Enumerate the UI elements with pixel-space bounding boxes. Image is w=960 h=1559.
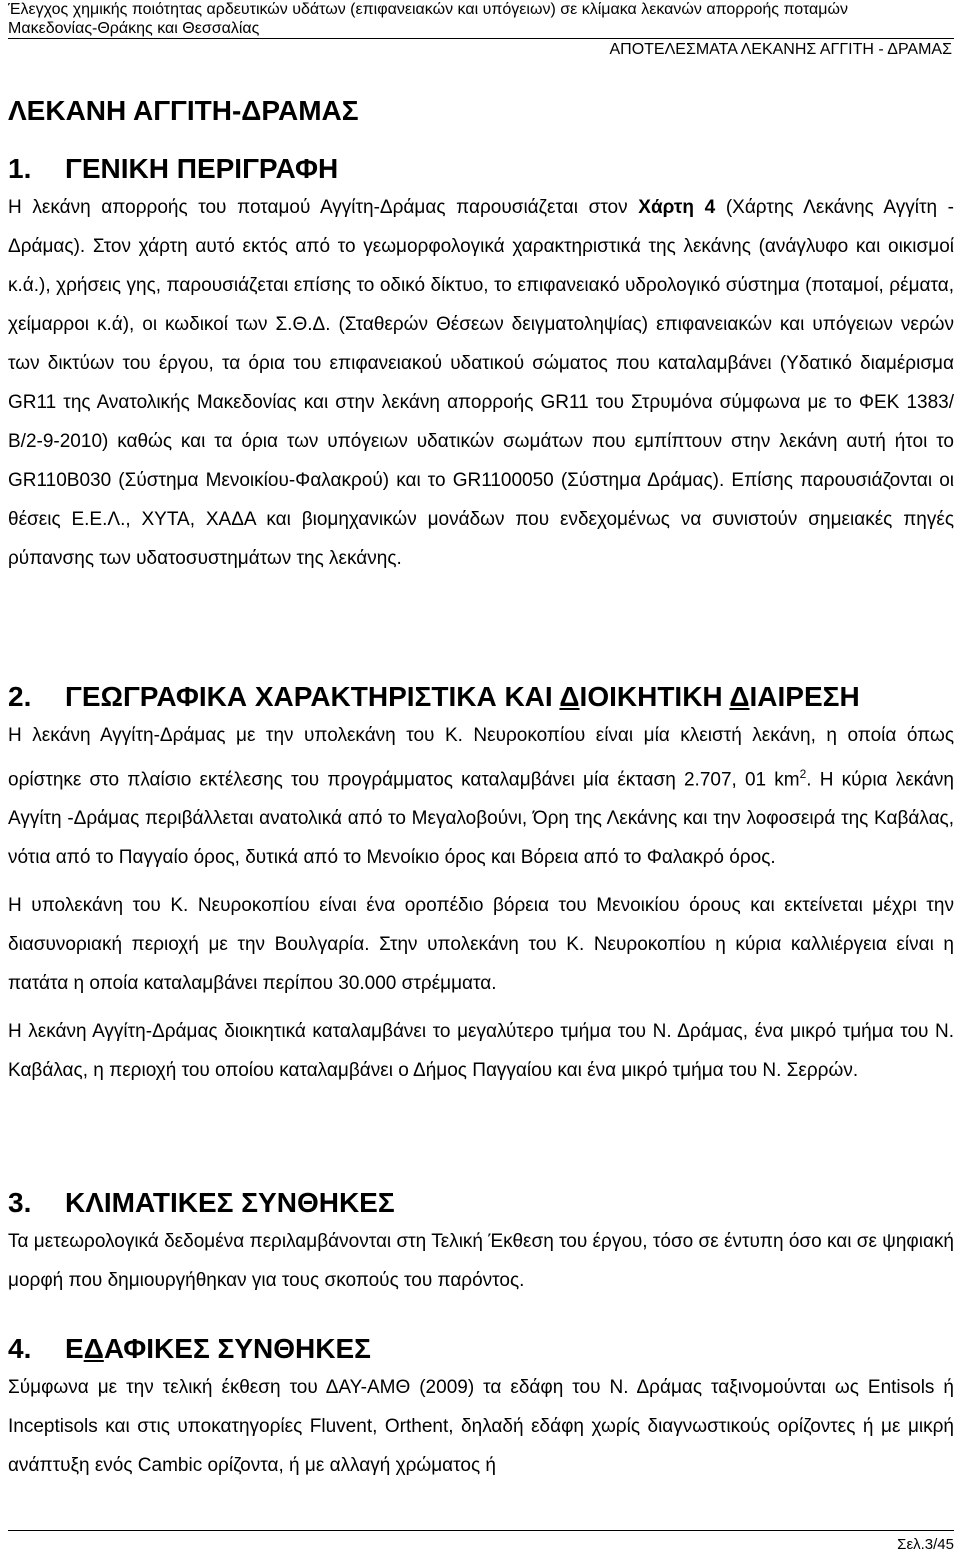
section-4-number: 4. [8, 1333, 32, 1364]
map-reference: Χάρτη 4 [638, 197, 716, 218]
section-2-title-part: ΓΕΩΓΡΑΦΙΚΑ ΧΑΡΑΚΤΗΡΙΣΤΙΚΑ ΚΑΙ [65, 681, 560, 712]
superscript: 2 [799, 767, 807, 781]
section-3-paragraph: Τα μετεωρολογικά δεδομένα περιλαμβάνονται στη Τελική Έκθεση του έργου, τόσο σε έντυπη όσο και σε ψηφιακή μορφή που δημιουργήθηκαν για τους σκοπούς του παρόντος. [8, 1231, 954, 1291]
running-header [8, 0, 954, 39]
header-line-2: Μακεδονίας-Θράκης και Θεσσαλίας [8, 19, 954, 39]
section-2-paragraph-1 [8, 716, 954, 877]
section-1 [8, 152, 954, 578]
page-number: Σελ.3/45 [897, 1536, 954, 1553]
section-header: ΑΠΟΤΕΛΕΣΜΑΤΑ ΛΕΚΑΝΗΣ ΑΓΓΙΤΗ - ΔΡΑΜΑΣ [609, 41, 952, 58]
section-2-title-part: ΙΟΙΚΗΤΙΚΗ [579, 681, 730, 712]
text-run: . Η κύρια λεκάνη Αγγίτη -Δράμας περιβάλλεται ανατολικά από το Μεγαλοβούνι, Όρη της Λεκάνης και την λοφοσειρά της Καβάλας, νότια από το Παγγαίο όρος, δυτικά από το Μενοίκιο όρος και Βόρεια από το Φαλακρό όρος. [8, 769, 954, 869]
section-4 [8, 1332, 954, 1485]
section-4-heading [8, 1332, 954, 1366]
section-2-title-part: Δ [729, 681, 750, 712]
section-3-heading [8, 1186, 954, 1220]
text-run: Η λεκάνη απορροής του ποταμού Αγγίτη-Δράμας παρουσιάζεται στον [8, 197, 639, 218]
section-4-title-part: Δ [83, 1333, 104, 1364]
section-3 [8, 1186, 954, 1300]
section-4-title-part: ΑΦΙΚΕΣ ΣΥΝΘΗΚΕΣ [103, 1333, 371, 1364]
section-2 [8, 680, 954, 1090]
section-2-paragraph-3: Η λεκάνη Αγγίτη-Δράμας διοικητικά καταλαμβάνει το μεγαλύτερο τμήμα του Ν. Δράμας, ένα μικρό τμήμα του Ν. Καβάλας, η περιοχή του οποίου καταλαμβάνει ο Δήμος Παγγαίου και ένα μικρό τμήμα του Ν. Σερρών. [8, 1021, 954, 1082]
section-2-title-part: Δ [559, 681, 580, 712]
section-3-title: ΚΛΙΜΑΤΙΚΕΣ ΣΥΝΘΗΚΕΣ [65, 1187, 395, 1218]
section-4-title-part: Ε [65, 1333, 84, 1364]
section-1-number: 1. [8, 153, 32, 184]
section-1-title: ΓΕΝΙΚΗ ΠΕΡΙΓΡΑΦΗ [65, 153, 339, 184]
text-run: Η λεκάνη Αγγίτη-Δράμας με την υπολεκάνη του Κ. Νευροκοπίου είναι μία κλειστή λεκάνη, η οποία όπως ορίστηκε στο πλαίσιο εκτέλεσης του προγράμματος καταλαμβάνει μία έκταση 2.707, 01 km [8, 725, 954, 791]
text-run: (Χάρτης Λεκάνης Αγγίτη - Δράμας). Στον χάρτη αυτό εκτός από το γεωμορφολογικά χαρακτηριστικά της λεκάνης (ανάγλυφο και οικισμοί κ.ά.), χρήσεις γης, παρουσιάζεται επίσης το οδικό δίκτυο, το επιφανειακό υδρολογικό σύστημα (ποταμοί, ρέματα, χείμαρροι κ.ά), οι κωδικοί των Σ.Θ.Δ. (Σταθερών Θέσεων δειγματοληψίας) επιφανειακών και υπόγειων νερών των δικτύων του έργου, τα όρια του επιφανειακού υδατικού σώματος που καταλαμβάνει (Υδατικό διαμέρισμα GR11 της Ανατολικής Μακεδονίας και στην λεκάνη απορροής GR11 του Στρυμόνα σύμφωνα με το ΦΕΚ 1383/Β/2-9-2010) καθώς και τα όρια των υπόγειων υδατικών σωμάτων που εμπίπτουν στην λεκάνη αυτή ήτοι το GR110B030 (Σύστημα Μενοικίου-Φαλακρού) και το GR1100050 (Σύστημα Δράμας). Επίσης παρουσιάζονται οι θέσεις Ε.Ε.Λ., ΧΥΤΑ, ΧΑΔΑ και βιομηχανικών μονάδων που ενδεχομένως να συνιστούν σημειακές πηγές ρύπανσης των υδατοσυστημάτων της λεκάνης. [8, 197, 955, 569]
page-footer [8, 1530, 954, 1553]
header-line-1: Έλεγχος χημικής ποιότητας αρδευτικών υδάτων (επιφανειακών και υπόγειων) σε κλίμακα λεκανών απορροής ποταμών [8, 1, 848, 18]
section-2-heading [8, 680, 954, 714]
section-3-number: 3. [8, 1187, 32, 1218]
page-title: ΛΕΚΑΝΗ ΑΓΓΙΤΗ-ΔΡΑΜΑΣ [8, 95, 359, 126]
section-2-paragraph-2: Η υπολεκάνη του Κ. Νευροκοπίου είναι ένα οροπέδιο βόρεια του Μενοικίου όρους και εκτείνεται μέχρι την διασυνοριακή περιοχή με την Βουλγαρία. Στην υπολεκάνη του Κ. Νευροκοπίου η κύρια καλλιέργεια είναι η πατάτα η οποία καταλαμβάνει περίπου 30.000 στρέμματα. [8, 895, 954, 995]
section-2-number: 2. [8, 681, 32, 712]
section-4-paragraph: Σύμφωνα με την τελική έκθεση του ΔΑΥ-ΑΜΘ (2009) τα εδάφη του Ν. Δράμας ταξινομούνται ως Entisols ή Inceptisols και στις υποκατηγορίες Fluvent, Orthent, δηλαδή εδάφη χωρίς διαγνωστικούς ορίζοντες ή με μικρή ανάπτυξη ενός Cambic ορίζοντα, ή με αλλαγή χρώματος ή [8, 1377, 954, 1476]
section-1-paragraph [8, 188, 954, 578]
section-1-heading [8, 152, 954, 186]
section-2-title-part: ΙΑΙΡΕΣΗ [749, 681, 860, 712]
